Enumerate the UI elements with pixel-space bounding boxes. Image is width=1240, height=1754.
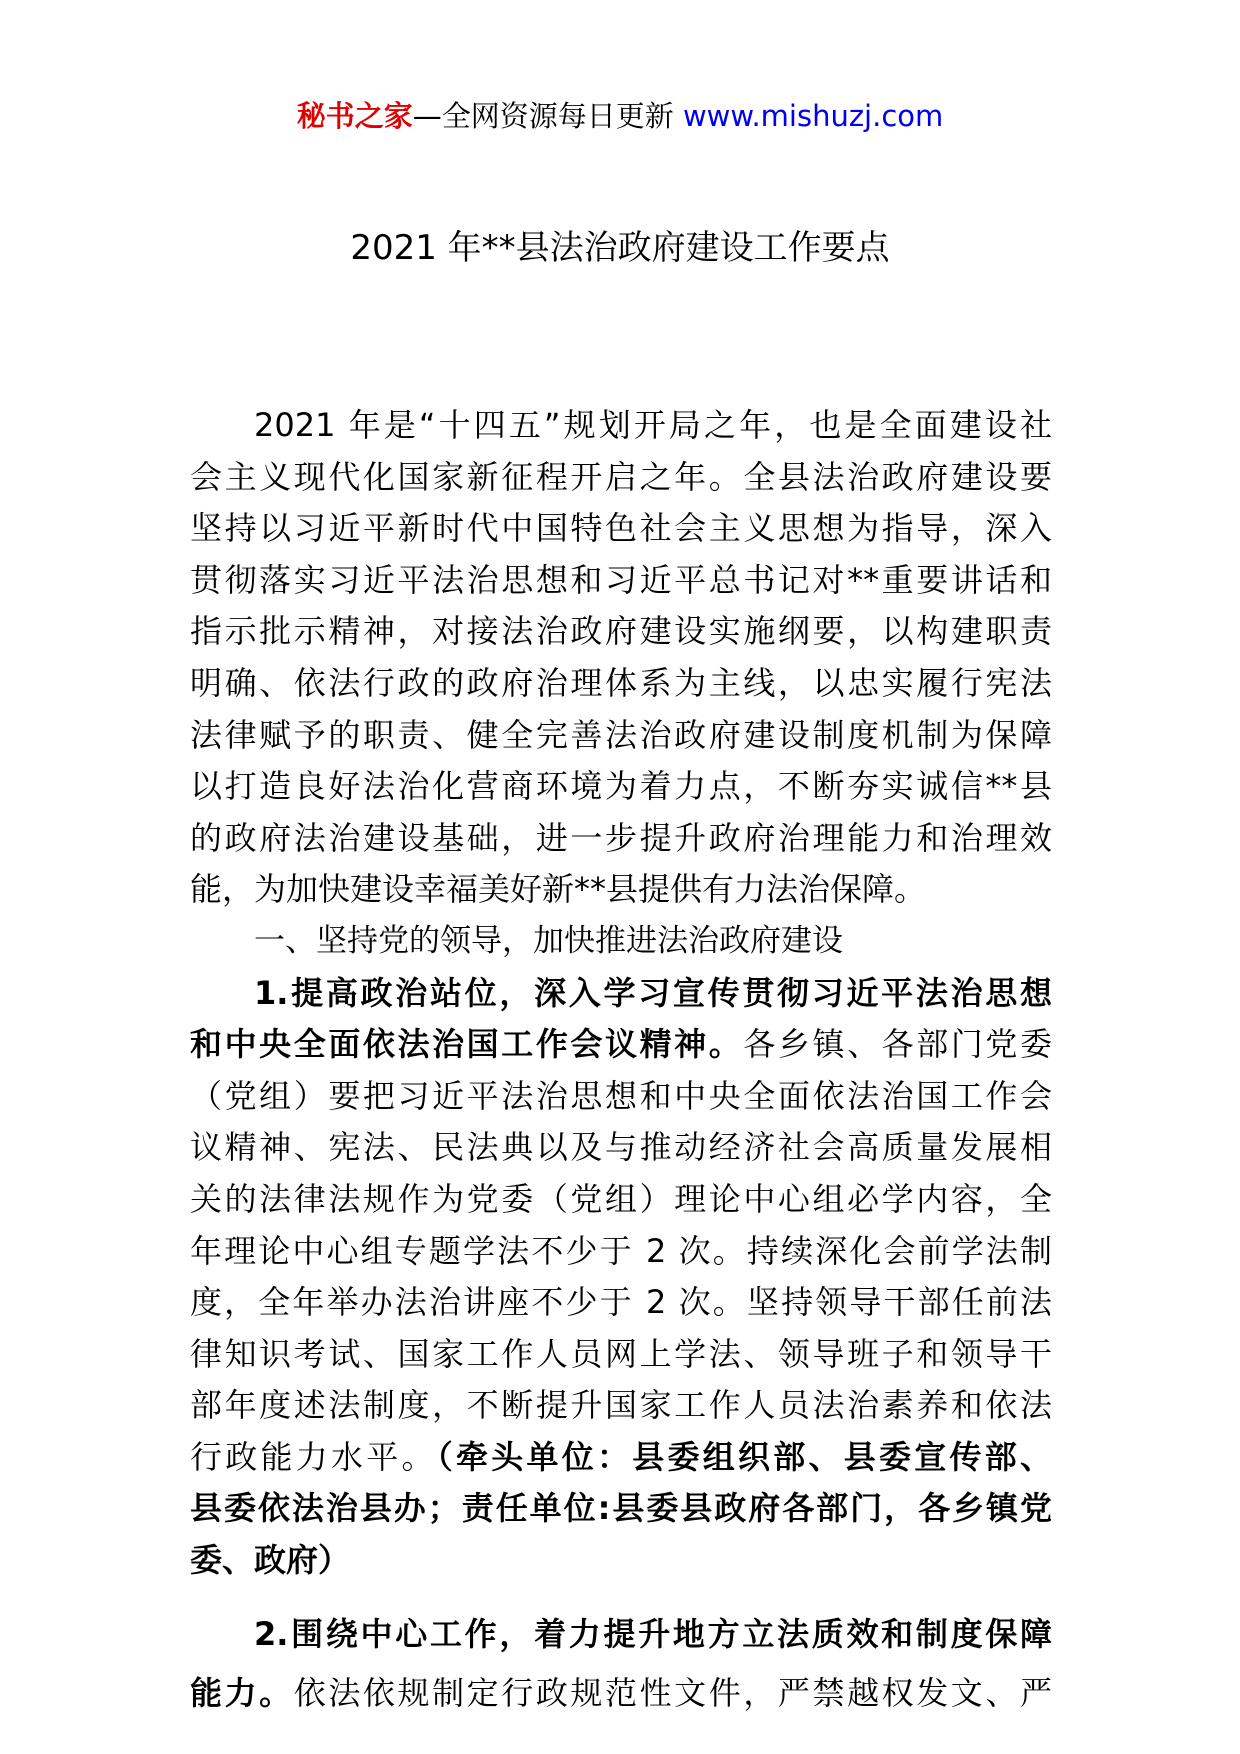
paragraph-gap	[190, 1587, 1052, 1609]
item1-text: 行政能力水平。	[190, 1437, 437, 1476]
item1-responsible-units: 委、政府）	[190, 1541, 351, 1580]
paragraph-line: 贯彻落实习近平法治思想和习近平总书记对**重要讲话和	[190, 560, 1052, 599]
section-heading: 一、坚持党的领导，加快推进法治政府建设	[254, 922, 843, 959]
item2-heading-end: 能力。	[190, 1674, 294, 1713]
item1-line: 议精神、宪法、民法典以及与推动经济社会高质量发展相	[190, 1128, 1052, 1167]
item1-line: 律知识考试、国家工作人员网上学法、领导班子和领导干	[190, 1334, 1052, 1373]
site-url-link[interactable]: www.mishuzj.com	[682, 99, 944, 133]
paragraph-line: 的政府法治建设基础，进一步提升政府治理能力和治理效	[190, 818, 1052, 857]
paragraph-line: 会主义现代化国家新征程开启之年。全县法治政府建设要	[190, 457, 1052, 496]
paragraph-line: 指示批示精神，对接法治政府建设实施纲要，以构建职责	[190, 612, 1052, 651]
paragraph-line: 以打造良好法治化营商环境为着力点，不断夯实诚信**县	[190, 767, 1052, 806]
item1-line	[190, 1019, 1052, 1071]
item2-text: 依法依规制定行政规范性文件，严禁越权发文、严	[293, 1674, 1052, 1713]
item1-line: 部年度述法制度，不断提升国家工作人员法治素养和依法	[190, 1386, 1052, 1425]
item1-line: 年理论中心组专题学法不少于 2 次。持续深化会前学法制	[190, 1231, 1052, 1270]
site-header	[0, 96, 1240, 136]
item1-line	[190, 1432, 1052, 1484]
item1-heading-line: 1.提高政治站位，深入学习宣传贯彻习近平法治思想	[254, 973, 1052, 1012]
item1-heading-end: 和中央全面依法治国工作会议精神。	[190, 1025, 744, 1064]
item1-responsible-units: 县委依法治县办；责任单位:县委县政府各部门，各乡镇党	[190, 1489, 1052, 1528]
item1-line: 度，全年举办法治讲座不少于 2 次。坚持领导干部任前法	[190, 1283, 1052, 1322]
item1-text: 各乡镇、各部门党委	[743, 1025, 1052, 1064]
paragraph-line: 能，为加快建设幸福美好新**县提供有力法治保障。	[190, 870, 927, 909]
item1-line: （党组）要把习近平法治思想和中央全面依法治国工作会	[190, 1076, 1052, 1115]
paragraph-line: 坚持以习近平新时代中国特色社会主义思想为指导，深入	[190, 509, 1052, 548]
item2-heading-line: 2.围绕中心工作，着力提升地方立法质效和制度保障	[254, 1614, 1052, 1653]
paragraph-line: 明确、依法行政的政府治理体系为主线，以忠实履行宪法	[190, 663, 1052, 702]
paragraph-line: 2021 年是“十四五”规划开局之年，也是全面建设社	[254, 406, 1052, 444]
site-tagline: —全网资源每日更新	[412, 99, 683, 133]
document-title: 2021 年**县法治政府建设工作要点	[350, 228, 890, 268]
document-body	[190, 400, 1052, 1720]
item1-responsible-units: （牵头单位：县委组织部、县委宣传部、	[436, 1437, 1052, 1476]
site-brand: 秘书之家	[296, 99, 413, 133]
item1-line: 关的法律法规作为党委（党组）理论中心组必学内容，全	[190, 1179, 1052, 1218]
item2-line	[190, 1668, 1052, 1720]
paragraph-gap	[190, 1660, 1052, 1668]
paragraph-line: 法律赋予的职责、健全完善法治政府建设制度机制为保障	[190, 715, 1052, 754]
